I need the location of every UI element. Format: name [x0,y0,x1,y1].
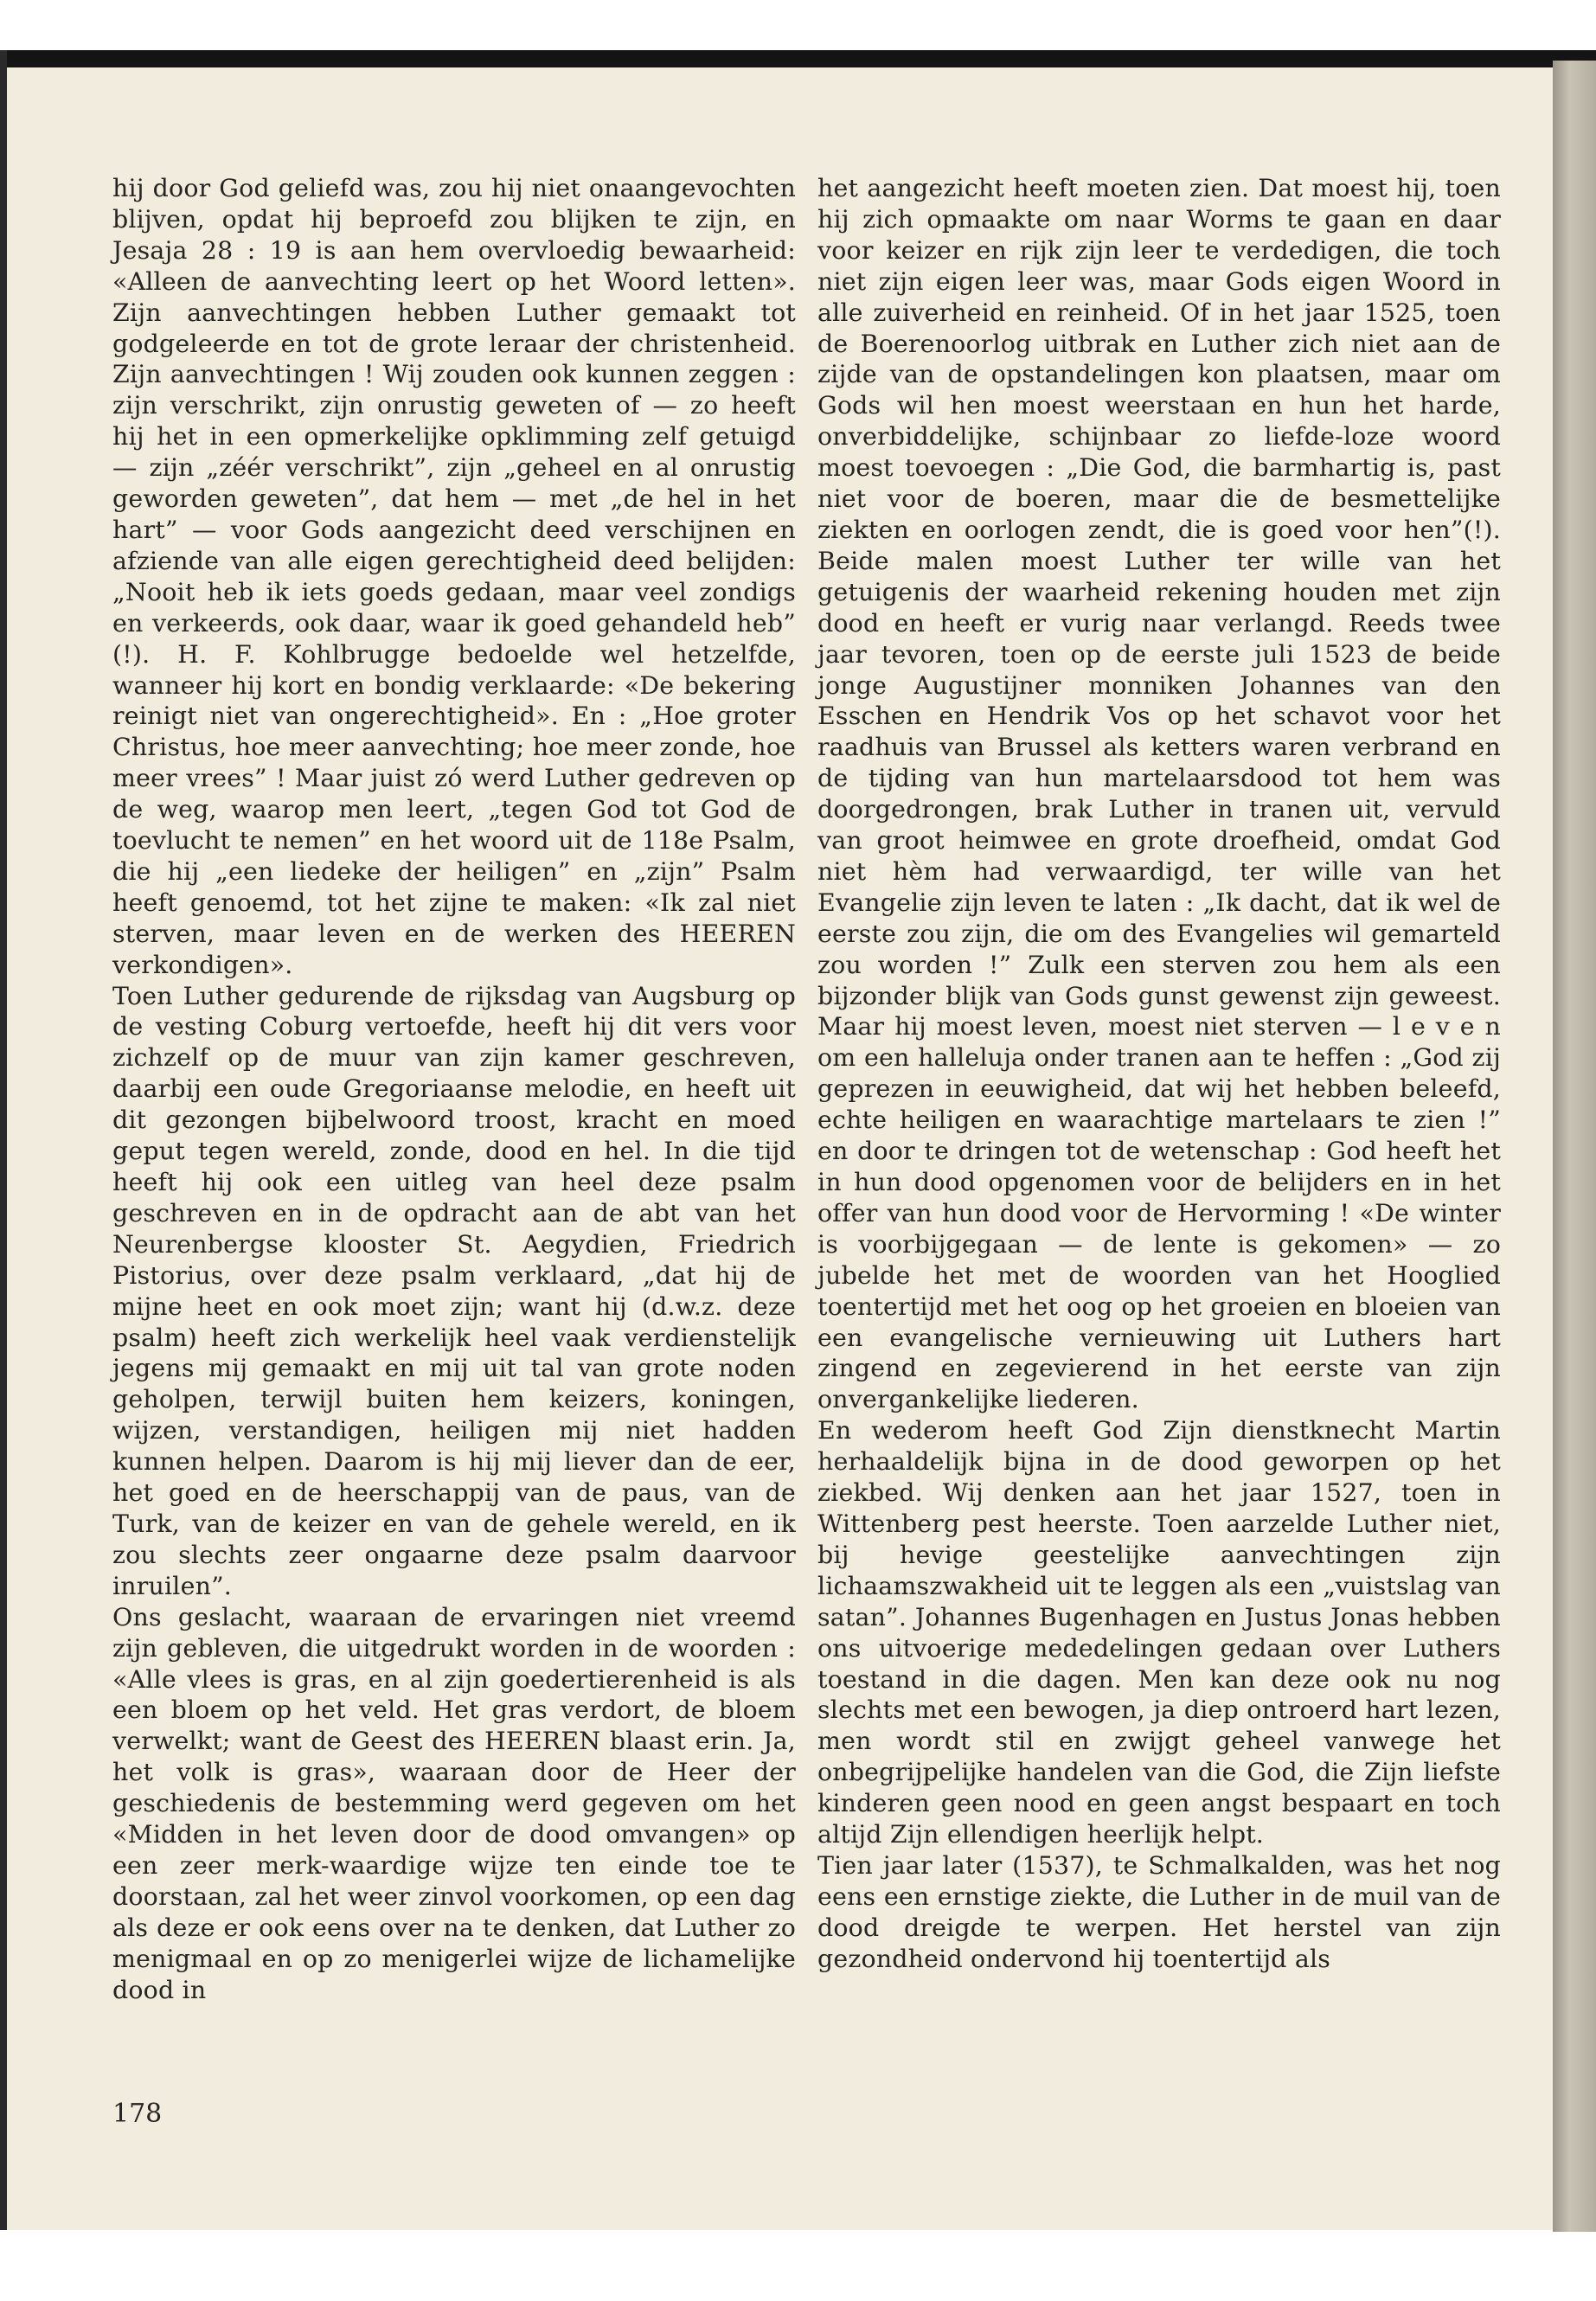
paragraph: En wederom heeft God Zijn dienstknecht Martin herhaaldelijk bijna in de dood geworpen op het ziekbed. Wij denken aan het jaar 1527, toen in Wittenberg pest heerste. Toen aarzelde Luther niet, bij hevige geestelijke aanvechtingen zijn lichaamszwakheid uit te leggen als een „vuistslag van satan”. Johannes Bugenhagen en Justus Jonas hebben ons uitvoerige mededelingen gedaan over Luthers toestand in die dagen. Men kan deze ook nu nog slechts met een bewogen, ja diep ontroerd hart lezen, men wordt stil en zwijgt geheel vanwege het onbegrijpelijke handelen van die God, die Zijn liefste kinderen geen nood en geen angst bespaart en toch altijd Zijn ellendigen heerlijk helpt. [817,1416,1501,1849]
paragraph: Toen Luther gedurende de rijksdag van Augsburg op de vesting Coburg vertoefde, heeft hij dit vers voor zichzelf op de muur van zijn kamer geschreven, daarbij een oude Gregoriaanse melodie, en heeft uit dit gezongen bijbelwoord troost, kracht en moed geput tegen wereld, zonde, dood en hel. In die tijd heeft hij ook een uitleg van heel deze psalm geschreven en in de opdracht aan de abt van het Neurenbergse klooster St. Aegydien, Friedrich Pistorius, over deze psalm verklaard, „dat hij de mijne heet en ook moet zijn; want hij (d.w.z. deze psalm) heeft zich werkelijk heel vaak verdienstelijk jegens mij gemaakt en mij uit tal van grote noden geholpen, terwijl buiten hem keizers, koningen, wijzen, verstandigen, heiligen mij niet hadden kunnen helpen. Daarom is hij mij liever dan de eer, het goed en de heerschappij van de paus, van de Turk, van de keizer en van de gehele wereld, en ik zou slechts zeer ongaarne deze psalm daarvoor inruilen”. [112,981,796,1600]
page-number: 178 [112,2099,163,2129]
paragraph: het aangezicht heeft moeten zien. Dat moest hij, toen hij zich opmaakte om naar Worms te gaan en daar voor keizer en rijk zijn leer te verdedigen, die toch niet zijn eigen leer was, maar Gods eigen Woord in alle zuiverheid en reinheid. Of in het jaar 1525, toen de Boerenoorlog uitbrak en Luther zich niet aan de zijde van de opstandelingen kon plaatsen, maar om Gods wil hen moest weerstaan en hun het harde, onverbiddelijke, schijnbaar zo liefde-loze woord moest toevoegen : „Die God, die barmhartig is, past niet voor de boeren, maar die de besmettelijke ziekten en oorlogen zendt, die is goed voor hen”(!). Beide malen moest Luther ter wille van het getuigenis der waarheid rekening houden met zijn dood en heeft er vurig naar verlangd. Reeds twee jaar tevoren, toen op de eerste juli 1523 de beide jonge Augustijner monniken Johannes van den Esschen en Hendrik Vos op het schavot voor het raadhuis van Brussel als ketters waren verbrand en de tijding van hun martelaarsdood tot hem was doorgedrongen, brak Luther in tranen uit, vervuld van groot heimwee en grote droefheid, omdat God niet hèm had verwaardigd, ter wille van het Evangelie zijn leven te laten : „Ik dacht, dat ik wel de eerste zou zijn, die om des Evangelies wil gemarteld zou worden !” Zulk een sterven zou hem als een bijzonder blijk van Gods gunst gewenst zijn geweest. Maar hij moest leven, moest niet sterven — l e v e n om een halleluja onder tranen aan te heffen : „God zij geprezen in eeuwigheid, dat wij het hebben beleefd, echte heiligen en waarachtige martelaars te zien !” en door te dringen tot de wetenschap : God heeft het in hun dood opgenomen voor de belijders en in het offer van hun dood voor de Hervorming ! «De winter is voorbijgegaan — de lente is gekomen» — zo jubelde het met de woorden van het Hooglied toentertijd met het oog op het groeien en bloeien van een evangelische vernieuwing uit Luthers hart zingend en zegevierend in het eerste van zijn onvergankelijke liederen. [817,174,1501,1414]
paragraph: Ons geslacht, waaraan de ervaringen niet vreemd zijn gebleven, die uitgedrukt worden in de woorden : «Alle vlees is gras, en al zijn goedertierenheid is als een bloem op het veld. Het gras verdort, de bloem verwelkt; want de Geest des HEEREN blaast erin. Ja, het volk is gras», waaraan door de Heer der geschiedenis de bestemming werd gegeven om het «Midden in het leven door de dood omvangen» op een zeer merk-waardige wijze ten einde toe te doorstaan, zal het weer zinvol voorkomen, op een dag als deze er ook eens over na te denken, dat Luther zo menigmaal en op zo menigerlei wijze de lichamelijke dood in [112,1602,796,2004]
paragraph: hij door God geliefd was, zou hij niet onaangevochten blijven, opdat hij beproefd zou blijken te zijn, en Jesaja 28 : 19 is aan hem overvloedig bewaarheid: «Alleen de aanvechting leert op het Woord letten». Zijn aanvechtingen hebben Luther gemaakt tot godgeleerde en tot de grote leraar der christenheid. Zijn aanvechtingen ! Wij zouden ook kunnen zeggen : zijn verschrikt, zijn onrustig geweten of — zo heeft hij het in een opmerkelijke opklimming zelf getuigd — zijn „zéér verschrikt”, zijn „geheel en al onrustig geworden geweten”, dat hem — met „de hel in het hart” — voor Gods aangezicht deed verschijnen en afziende van alle eigen gerechtigheid deed belijden: „Nooit heb ik iets goeds gedaan, maar veel zondigs en verkeerds, ook daar, waar ik goed gehandeld heb” (!). H. F. Kohlbrugge bedoelde wel hetzelfde, wanneer hij kort en bondig verklaarde: «De bekering reinigt niet van ongerechtigheid». En : „Hoe groter Christus, hoe meer aanvechting; hoe meer zonde, hoe meer vrees” ! Maar juist zó werd Luther gedreven op de weg, waarop men leert, „tegen God tot God de toevlucht te nemen” en het woord uit de 118e Psalm, die hij „een liedeke der heiligen” en „zijn” Psalm heeft genoemd, tot het zijne te maken: «Ik zal niet sterven, maar leven en de werken des HEEREN verkondigen». [112,174,796,979]
scan-border-top [0,50,1596,69]
left-text-column [112,173,796,2005]
page-edge-shadow [1553,61,1596,2232]
scan-border-left [0,50,7,2230]
paragraph: Tien jaar later (1537), te Schmalkalden, was het nog eens een ernstige ziekte, die Luther in de muil van de dood dreigde te werpen. Het herstel van zijn gezondheid ondervond hij toentertijd als [817,1850,1501,1973]
right-text-column [817,173,1501,1975]
